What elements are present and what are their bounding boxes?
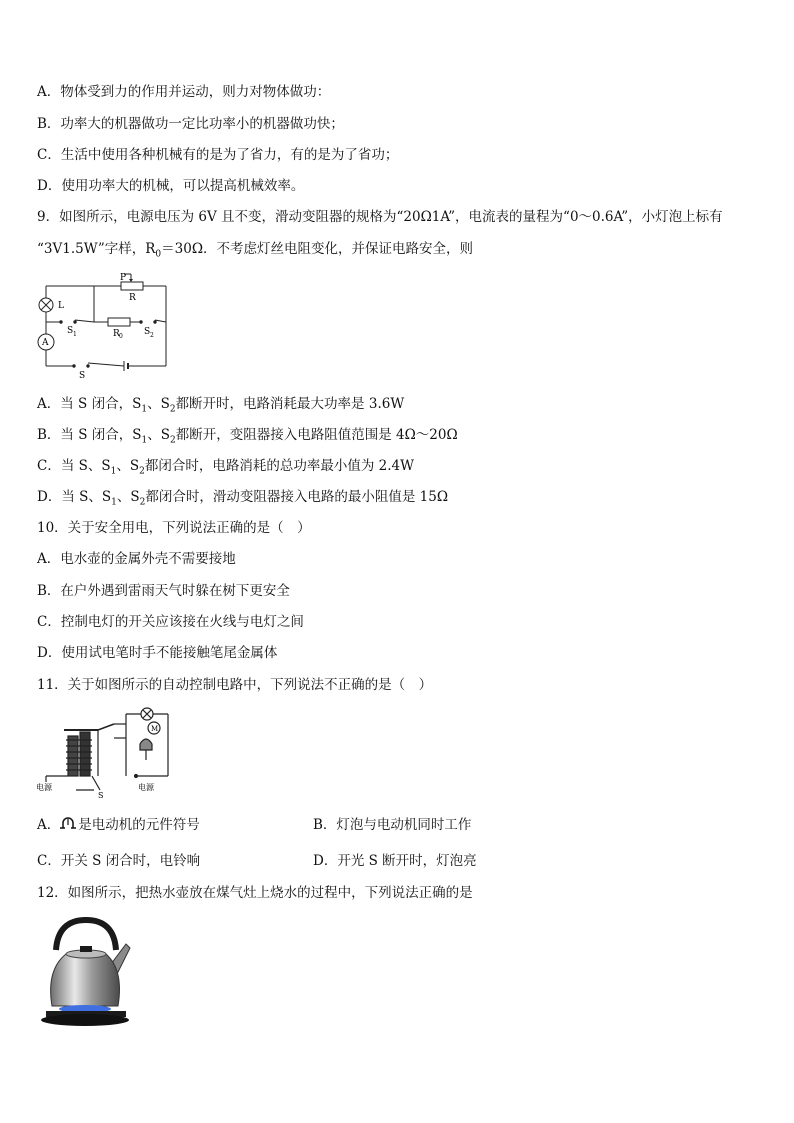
q9-stem-line2: “3V1.5W”字样，$R_0=30\Omega$．不考虑灯丝电阻变化，并保证电路安全，则 xyxy=(37,241,474,260)
label-s2: S xyxy=(144,327,151,337)
q9-option-c: C．当 S、$S_1$、$S_2$都闭合时，电路消耗的总功率最小值为 2.4W xyxy=(37,458,414,477)
q8-option-d: D．使用功率大的机械，可以提高机械效率。 xyxy=(37,178,305,194)
q11-option-d: D．开光 S 断开时，灯泡亮 xyxy=(313,853,477,869)
label-s: S xyxy=(79,371,86,381)
q11-option-c: C．开关 S 闭合时，电铃响 xyxy=(37,853,201,869)
q8-option-a: A．物体受到力的作用并运动，则力对物体做功： xyxy=(37,84,331,100)
label-r: R xyxy=(129,293,136,303)
label-s1-sub: 1 xyxy=(73,331,77,338)
right-source-label: 电源 xyxy=(138,783,154,792)
label-a: A xyxy=(42,338,49,348)
q9-option-b: B．当 S 闭合，$S_1$、$S_2$都断开，变阻器接入电路阻值范围是 4Ω～20Ω xyxy=(37,427,458,446)
left-source-label: 电源 xyxy=(36,783,52,792)
q9-circuit-diagram xyxy=(36,270,176,386)
q11-option-b: B．灯泡与电动机同时工作 xyxy=(313,817,472,833)
q9-stem-line1: 9．如图所示，电源电压为 6V 且不变，滑动变阻器的规格为“20Ω1A”，电流表的量程为“0～0.6A”，小灯泡上标有 xyxy=(37,209,723,225)
q10-option-d: D．使用试电笔时手不能接触笔尾金属体 xyxy=(37,645,278,661)
q10-option-c: C．控制电灯的开关应该接在火线与电灯之间 xyxy=(37,614,304,630)
q10-option-a: A．电水壶的金属外壳不需要接地 xyxy=(37,551,236,567)
kettle-on-stove-image xyxy=(38,910,132,1032)
label-l: L xyxy=(58,301,64,311)
q9-option-a: A．当 S 闭合，$S_1$、$S_2$都断开时，电路消耗最大功率是 3.6W xyxy=(37,396,405,415)
q11-option-a: A． 是电动机的元件符号 xyxy=(37,817,200,833)
q9-option-d: D．当 S、$S_1$、$S_2$都闭合时，滑动变阻器接入电路的最小阻值是 15Ω xyxy=(37,489,449,508)
motor-symbol-icon xyxy=(60,816,76,835)
q10-stem: 10．关于安全用电，下列说法正确的是（ ） xyxy=(37,520,311,536)
q11-control-circuit-diagram xyxy=(36,704,176,804)
label-r0: R xyxy=(113,329,120,339)
q10-option-b: B．在户外遇到雷雨天气时躲在树下更安全 xyxy=(37,583,290,599)
label-s2-sub: 2 xyxy=(150,332,154,339)
label-p: P xyxy=(120,273,127,283)
svg-text:M: M xyxy=(151,725,159,733)
q8-option-b: B．功率大的机器做功一定比功率小的机器做功快； xyxy=(37,116,344,132)
label-r0-sub: 0 xyxy=(119,333,123,340)
label-s1: S xyxy=(67,326,74,336)
switch-label: S xyxy=(98,791,104,800)
q12-stem: 12．如图所示，把热水壶放在煤气灶上烧水的过程中，下列说法正确的是 xyxy=(37,885,473,901)
q8-option-c: C．生活中使用各种机械有的是为了省力，有的是为了省功； xyxy=(37,147,399,163)
q11-stem: 11．关于如图所示的自动控制电路中，下列说法不正确的是（ ） xyxy=(37,677,433,693)
